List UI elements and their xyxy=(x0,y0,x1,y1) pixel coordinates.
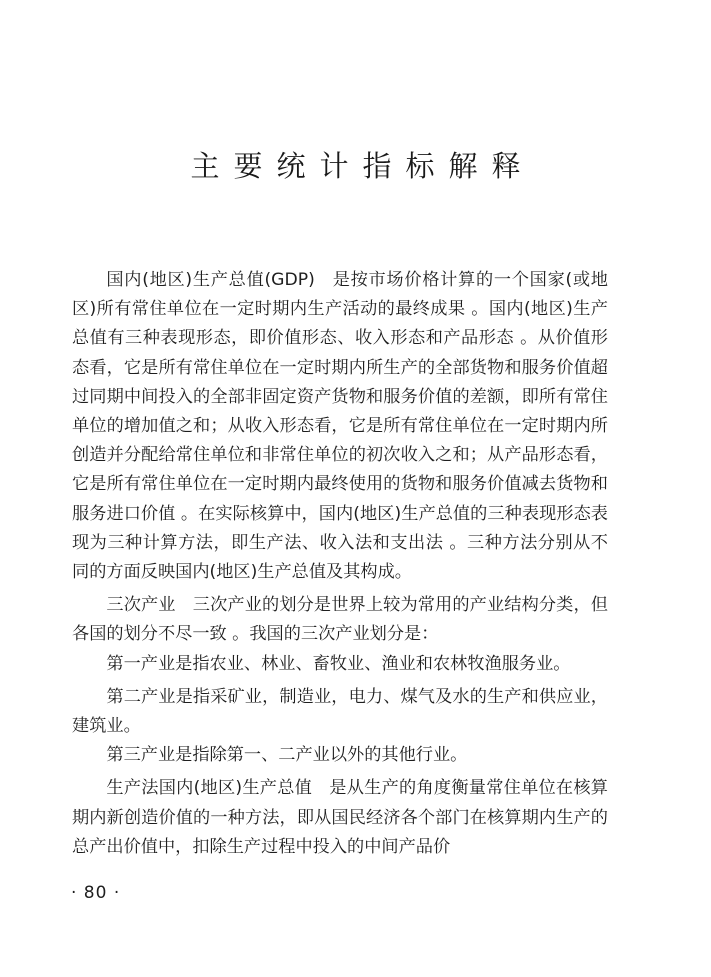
paragraph-production-approach xyxy=(72,774,608,862)
paragraph-secondary-industry-text: 第二产业是指采矿业，制造业，电力、煤气及水的生产和供应业，建筑业。 xyxy=(72,686,608,737)
paragraph-gdp xyxy=(72,266,608,587)
term-production-approach: 生产法国内(地区)生产总值 xyxy=(106,778,313,799)
paragraph-tertiary-industry xyxy=(72,741,608,770)
paragraph-production-approach-text: 是从生产的角度衡量常住单位在核算期内新创造价值的一种方法，即从国民经济各个部门在核算期内生产的总产出价值中，扣除生产过程中投入的中间产品价 xyxy=(72,778,608,857)
term-three-industries: 三次产业 xyxy=(106,595,176,616)
page-number: · 80 · xyxy=(71,883,121,903)
term-gdp: 国内(地区)生产总值(GDP) xyxy=(106,270,315,290)
page-title: 主要统计指标解释 xyxy=(190,149,535,183)
paragraph-gdp-text: 是按市场价格计算的一个国家(或地区)所有常住单位在一定时期内生产活动的最终成果 。国内(地区)生产总值有三种表现形态，即价值形态、收入形态和产品形态 。从价值形态看，它是所有常住单位在一定时期内所生产的全部货物和服务价值超过同期中间投入的全部非固定资产货物和服务价值的差额，即所有常住单位的增加值之和；从收入形态看，它是所有常住单位在一定时期内所创造并分配给常住单位和非常住单位的初次收入之和；从产品形态看，它是所有常住单位在一定时期内最终使用的货物和服务价值减去货物和服务进口价值 。在实际核算中，国内(地区)生产总值的三种表现形态表现为三种计算方法，即生产法、收入法和支出法 。三种方法分别从不同的方面反映国内(地区)生产总值及其构成。 xyxy=(72,270,608,583)
paragraph-secondary-industry xyxy=(72,683,608,741)
paragraph-primary-industry-text: 第一产业是指农业、林业、畜牧业、渔业和农林牧渔服务业。 xyxy=(106,653,571,674)
paragraph-primary-industry xyxy=(72,650,608,679)
body-text xyxy=(72,266,608,862)
paragraph-three-industries-text: 三次产业的划分是世界上较为常用的产业结构分类，但各国的划分不尽一致 。我国的三次产业划分是： xyxy=(72,595,608,645)
paragraph-tertiary-industry-text: 第三产业是指除第一、二产业以外的其他行业。 xyxy=(106,745,468,766)
paragraph-three-industries xyxy=(72,591,608,649)
